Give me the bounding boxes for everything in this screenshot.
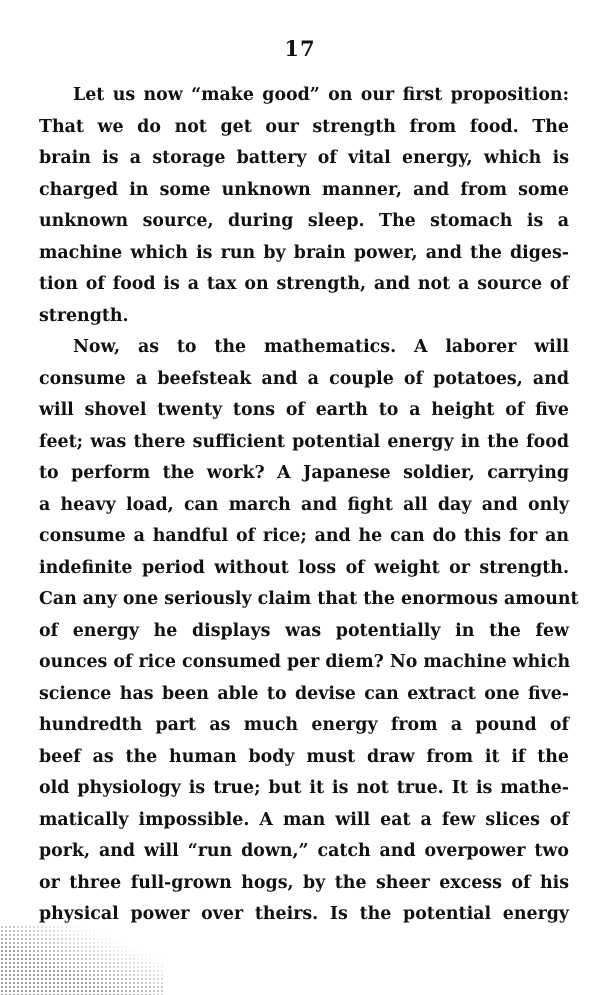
text-line: feet; was there sufficient potential energy in the food	[39, 431, 569, 452]
text-line: will shovel twenty tons of earth to a height of five	[39, 400, 569, 420]
text-line: consume a beefsteak and a couple of potatoes, and	[39, 368, 569, 389]
text-line: Let us now “make good” on our first proposition:	[73, 85, 569, 105]
text-line: charged in some unknown manner, and from some	[39, 179, 569, 200]
text-line: machine which is run by brain power, and the diges-	[39, 242, 569, 263]
text-line: Now, as to the mathematics. A laborer will	[73, 337, 569, 357]
text-line: beef as the human body must draw from it if the	[39, 746, 569, 767]
paragraph-2	[39, 332, 579, 931]
text-line: Can any one seriously claim that the enormous amount	[39, 589, 579, 609]
text-line: of energy he displays was potentially in the few	[39, 620, 569, 641]
text-line: ounces of rice consumed per diem? No machine which	[39, 652, 571, 672]
paragraph-1	[39, 80, 569, 332]
text-line: or three full-grown hogs, by the sheer excess of his	[39, 872, 569, 893]
text-line: matically impossible. A man will eat a few slices of	[39, 809, 569, 830]
text-line: indefinite period without loss of weight or strength.	[39, 557, 569, 578]
body-text	[39, 80, 579, 931]
text-line: physical power over theirs. Is the potential energy	[39, 904, 569, 924]
text-line: hundredth part as much energy from a pound of	[39, 715, 569, 735]
text-line: to perform the work? A Japanese soldier, carrying	[39, 463, 569, 483]
text-line: science has been able to devise can extract one five-	[39, 683, 569, 704]
text-line: pork, and will “run down,” catch and overpower two	[39, 841, 569, 861]
scan-stipple-texture	[0, 925, 165, 995]
text-line: brain is a storage battery of vital energy, which is	[39, 148, 569, 168]
text-line: strength.	[39, 305, 129, 326]
text-line: a heavy load, can march and fight all day and only	[39, 494, 569, 515]
text-line: unknown source, during sleep. The stomach is a	[39, 211, 569, 231]
text-line: old physiology is true; but it is not true. It is mathe-	[39, 778, 569, 798]
text-line: tion of food is a tax on strength, and not a source of	[39, 274, 569, 294]
page-number: 17	[284, 36, 316, 61]
text-line: That we do not get our strength from food. The	[39, 116, 569, 137]
text-line: consume a handful of rice; and he can do this for an	[39, 526, 569, 546]
